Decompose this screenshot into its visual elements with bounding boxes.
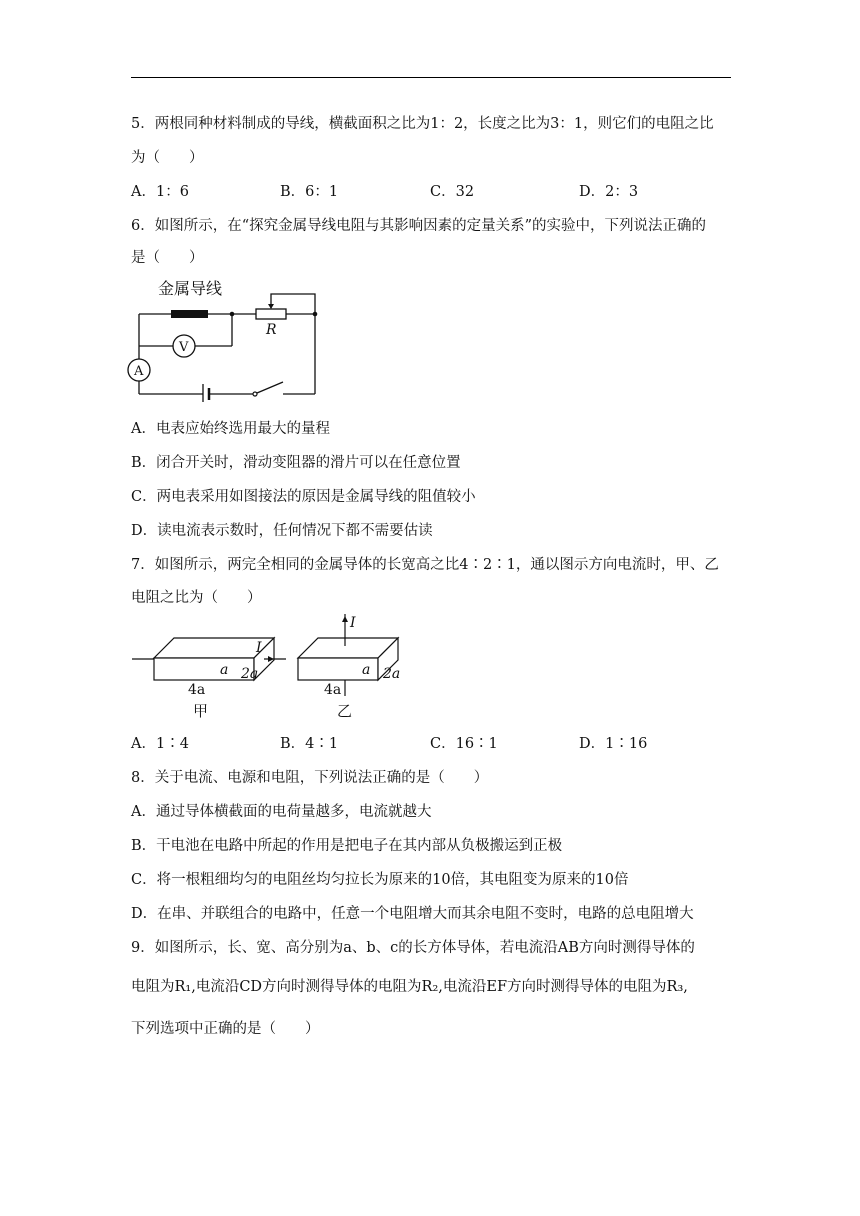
q5-stem-line2: 为（ ）: [131, 150, 204, 166]
q5-option-d: D．2：3: [579, 184, 639, 200]
jia-width-label: 2a: [241, 666, 259, 682]
yi-length-label: 4a: [324, 682, 342, 698]
q8-option-a: A．通过导体横截面的电荷量越多，电流就越大: [131, 804, 432, 820]
jia-length-label: 4a: [188, 682, 206, 698]
q9-stem-line3: 下列选项中正确的是（ ）: [131, 1021, 320, 1037]
q7-conductor-diagram: [128, 612, 418, 724]
q6-circuit-diagram: [125, 272, 335, 402]
q6-stem-line1: 6．如图所示，在“探究金属导线电阻与其影响因素的定量关系”的实验中，下列说法正确的: [131, 218, 707, 234]
yi-current-label: I: [350, 615, 356, 631]
q6-stem-line2: 是（ ）: [131, 250, 204, 266]
yi-label: 乙: [337, 702, 353, 720]
rheostat-label: R: [266, 322, 277, 338]
q6-option-d: D．读电流表示数时，任何情况下都不需要估读: [131, 523, 433, 539]
switch: [257, 382, 283, 393]
q7-option-d: D．1∶16: [579, 736, 648, 752]
q8-option-b: B．干电池在电路中所起的作用是把电子在其内部从负极搬运到正极: [131, 838, 563, 854]
voltmeter-label: V: [179, 340, 189, 355]
yi-width-label: 2a: [383, 666, 401, 682]
jia-label: 甲: [193, 702, 209, 720]
metal-wire: [171, 310, 208, 318]
ammeter-label: A: [134, 364, 144, 379]
q6-option-b: B．闭合开关时，滑动变阻器的滑片可以在任意位置: [131, 455, 461, 471]
wire-label: 金属导线: [158, 279, 223, 298]
rheostat: [256, 309, 286, 319]
q7-option-b: B．4∶1: [280, 736, 339, 752]
yi-height-label: a: [362, 662, 371, 678]
jia-current-label: I: [256, 640, 262, 656]
q5-option-c: C．32: [430, 184, 475, 200]
header-rule: [131, 77, 731, 78]
q9-stem-line1: 9．如图所示，长、宽、高分别为a、b、c的长方体导体，若电流沿AB方向时测得导体的: [131, 940, 695, 956]
q9-stem-line2: 电阻为R₁,电流沿CD方向时测得导体的电阻为R₂,电流沿EF方向时测得导体的电阻为R₃,: [131, 979, 688, 995]
q7-stem-line2: 电阻之比为（ ）: [131, 590, 262, 606]
q7-option-a: A．1∶4: [131, 736, 189, 752]
q8-option-c: C．将一根粗细均匀的电阻丝均匀拉长为原来的10倍，其电阻变为原来的10倍: [131, 872, 629, 888]
q8-option-d: D．在串、并联组合的电路中，任意一个电阻增大而其余电阻不变时，电路的总电阻增大: [131, 906, 694, 922]
q6-option-a: A．电表应始终选用最大的量程: [131, 421, 330, 437]
q5-stem-line1: 5．两根同种材料制成的导线，横截面积之比为1：2，长度之比为3：1，则它们的电阻之比: [131, 116, 714, 132]
q7-option-c: C．16∶1: [430, 736, 498, 752]
q6-option-c: C．两电表采用如图接法的原因是金属导线的阻值较小: [131, 489, 476, 505]
q5-option-b: B．6：1: [280, 184, 339, 200]
q8-stem: 8．关于电流、电源和电阻，下列说法正确的是（ ）: [131, 770, 489, 786]
jia-height-label: a: [220, 662, 229, 678]
q7-stem-line1: 7．如图所示，两完全相同的金属导体的长宽高之比4∶2∶1，通以图示方向电流时，甲、乙: [131, 557, 719, 573]
q5-option-a: A．1：6: [131, 184, 189, 200]
